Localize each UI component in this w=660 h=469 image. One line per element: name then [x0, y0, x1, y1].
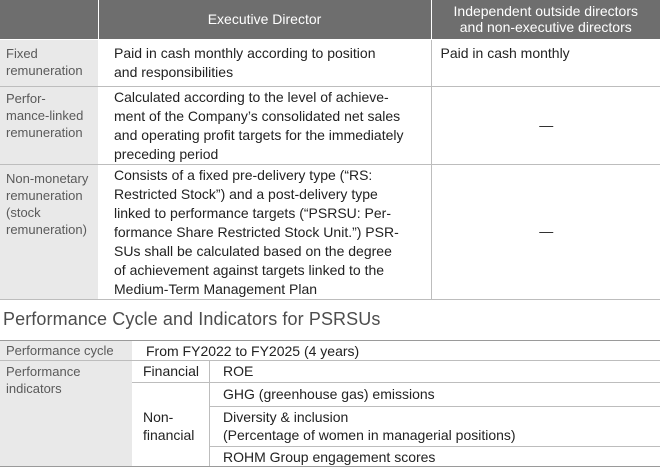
header-independent-directors [431, 0, 660, 39]
independent-cell-fixed [431, 39, 660, 86]
header-independent-line2: and non-executive directors [459, 19, 632, 36]
table-row-performance-linked [0, 86, 660, 164]
executive-line: linked to performance targets (“PSRSU: Per- [114, 204, 391, 221]
independent-cell-non-monetary [431, 164, 660, 299]
independent-value: Paid in cash monthly [440, 44, 570, 61]
executive-cell-fixed [98, 39, 431, 86]
row-label-performance-linked [0, 86, 98, 164]
executive-line: ment of the Company’s consolidated net sales [114, 107, 401, 124]
dash-value: — [539, 223, 554, 239]
table-header-row [0, 0, 660, 39]
nonfinancial-item-diversity [223, 408, 653, 446]
executive-line: and responsibilities [114, 63, 234, 80]
indicators-label-line: indicators [6, 381, 62, 396]
financial-label: Financial [143, 363, 200, 379]
header-executive-director: Executive Director [98, 0, 431, 39]
nonfinancial-item-ghg: GHG (greenhouse gas) emissions [223, 386, 435, 402]
executive-line: and operating profit targets for the immediately [114, 126, 404, 143]
psrsu-table [0, 340, 660, 467]
row-label-line: remuneration [6, 124, 83, 140]
executive-line: Restricted Stock”) and a post-delivery type [114, 185, 378, 202]
cycle-label: Performance cycle [0, 341, 132, 360]
row-label-fixed [0, 39, 98, 86]
row-divider [210, 446, 660, 447]
diversity-line: (Percentage of women in managerial positions) [223, 427, 516, 443]
executive-cell-non-monetary [98, 164, 431, 299]
category-divider [209, 361, 210, 467]
executive-line: preceding period [114, 145, 219, 162]
indicators-label-line: Performance [6, 364, 81, 379]
header-empty-cell [0, 0, 98, 39]
independent-cell-performance-linked [431, 86, 660, 164]
executive-line: of achievement against targets linked to the [114, 261, 385, 278]
dash-value: — [539, 116, 554, 133]
row-label-line: mance-linked [6, 107, 84, 123]
table-bottom-border [0, 466, 660, 467]
row-label-line: remuneration [6, 62, 83, 78]
row-divider [210, 406, 660, 407]
row-label-line: Non-monetary [6, 170, 89, 186]
executive-line: SUs shall be calculated based on the degree [114, 242, 392, 259]
executive-line: formance Share Restricted Stock Unit.”) PSR- [114, 223, 399, 240]
executive-line: Calculated according to the level of achieve- [114, 88, 389, 105]
executive-cell-performance-linked [98, 86, 431, 164]
nonfinancial-label [143, 408, 207, 448]
section-title: Performance Cycle and Indicators for PSRSUs [3, 309, 381, 329]
row-label-line: remuneration) [6, 221, 87, 237]
executive-line: Paid in cash monthly according to position [114, 44, 376, 61]
financial-item-roe: ROE [223, 363, 254, 379]
row-label-line: Fixed [6, 45, 38, 61]
nonfinancial-label-line: Non- [143, 409, 174, 425]
indicators-label [0, 361, 132, 467]
table-row-fixed [0, 39, 660, 86]
header-independent-line1: Independent outside directors [453, 3, 638, 20]
executive-line: Medium-Term Management Plan [114, 280, 318, 297]
row-label-line: remuneration [6, 187, 83, 203]
row-label-non-monetary [0, 164, 98, 299]
cycle-value: From FY2022 to FY2025 (4 years) [146, 343, 360, 359]
row-label-line: Perfor- [6, 90, 46, 106]
nonfinancial-item-engagement: ROHM Group engagement scores [223, 449, 436, 465]
executive-line: Consists of a fixed pre-delivery type (“RS: [114, 166, 373, 183]
diversity-line: Diversity & inclusion [223, 409, 349, 425]
row-divider [132, 382, 660, 383]
nonfinancial-label-line: financial [143, 427, 195, 443]
row-label-line: (stock [6, 204, 41, 220]
table-row-non-monetary [0, 164, 660, 299]
